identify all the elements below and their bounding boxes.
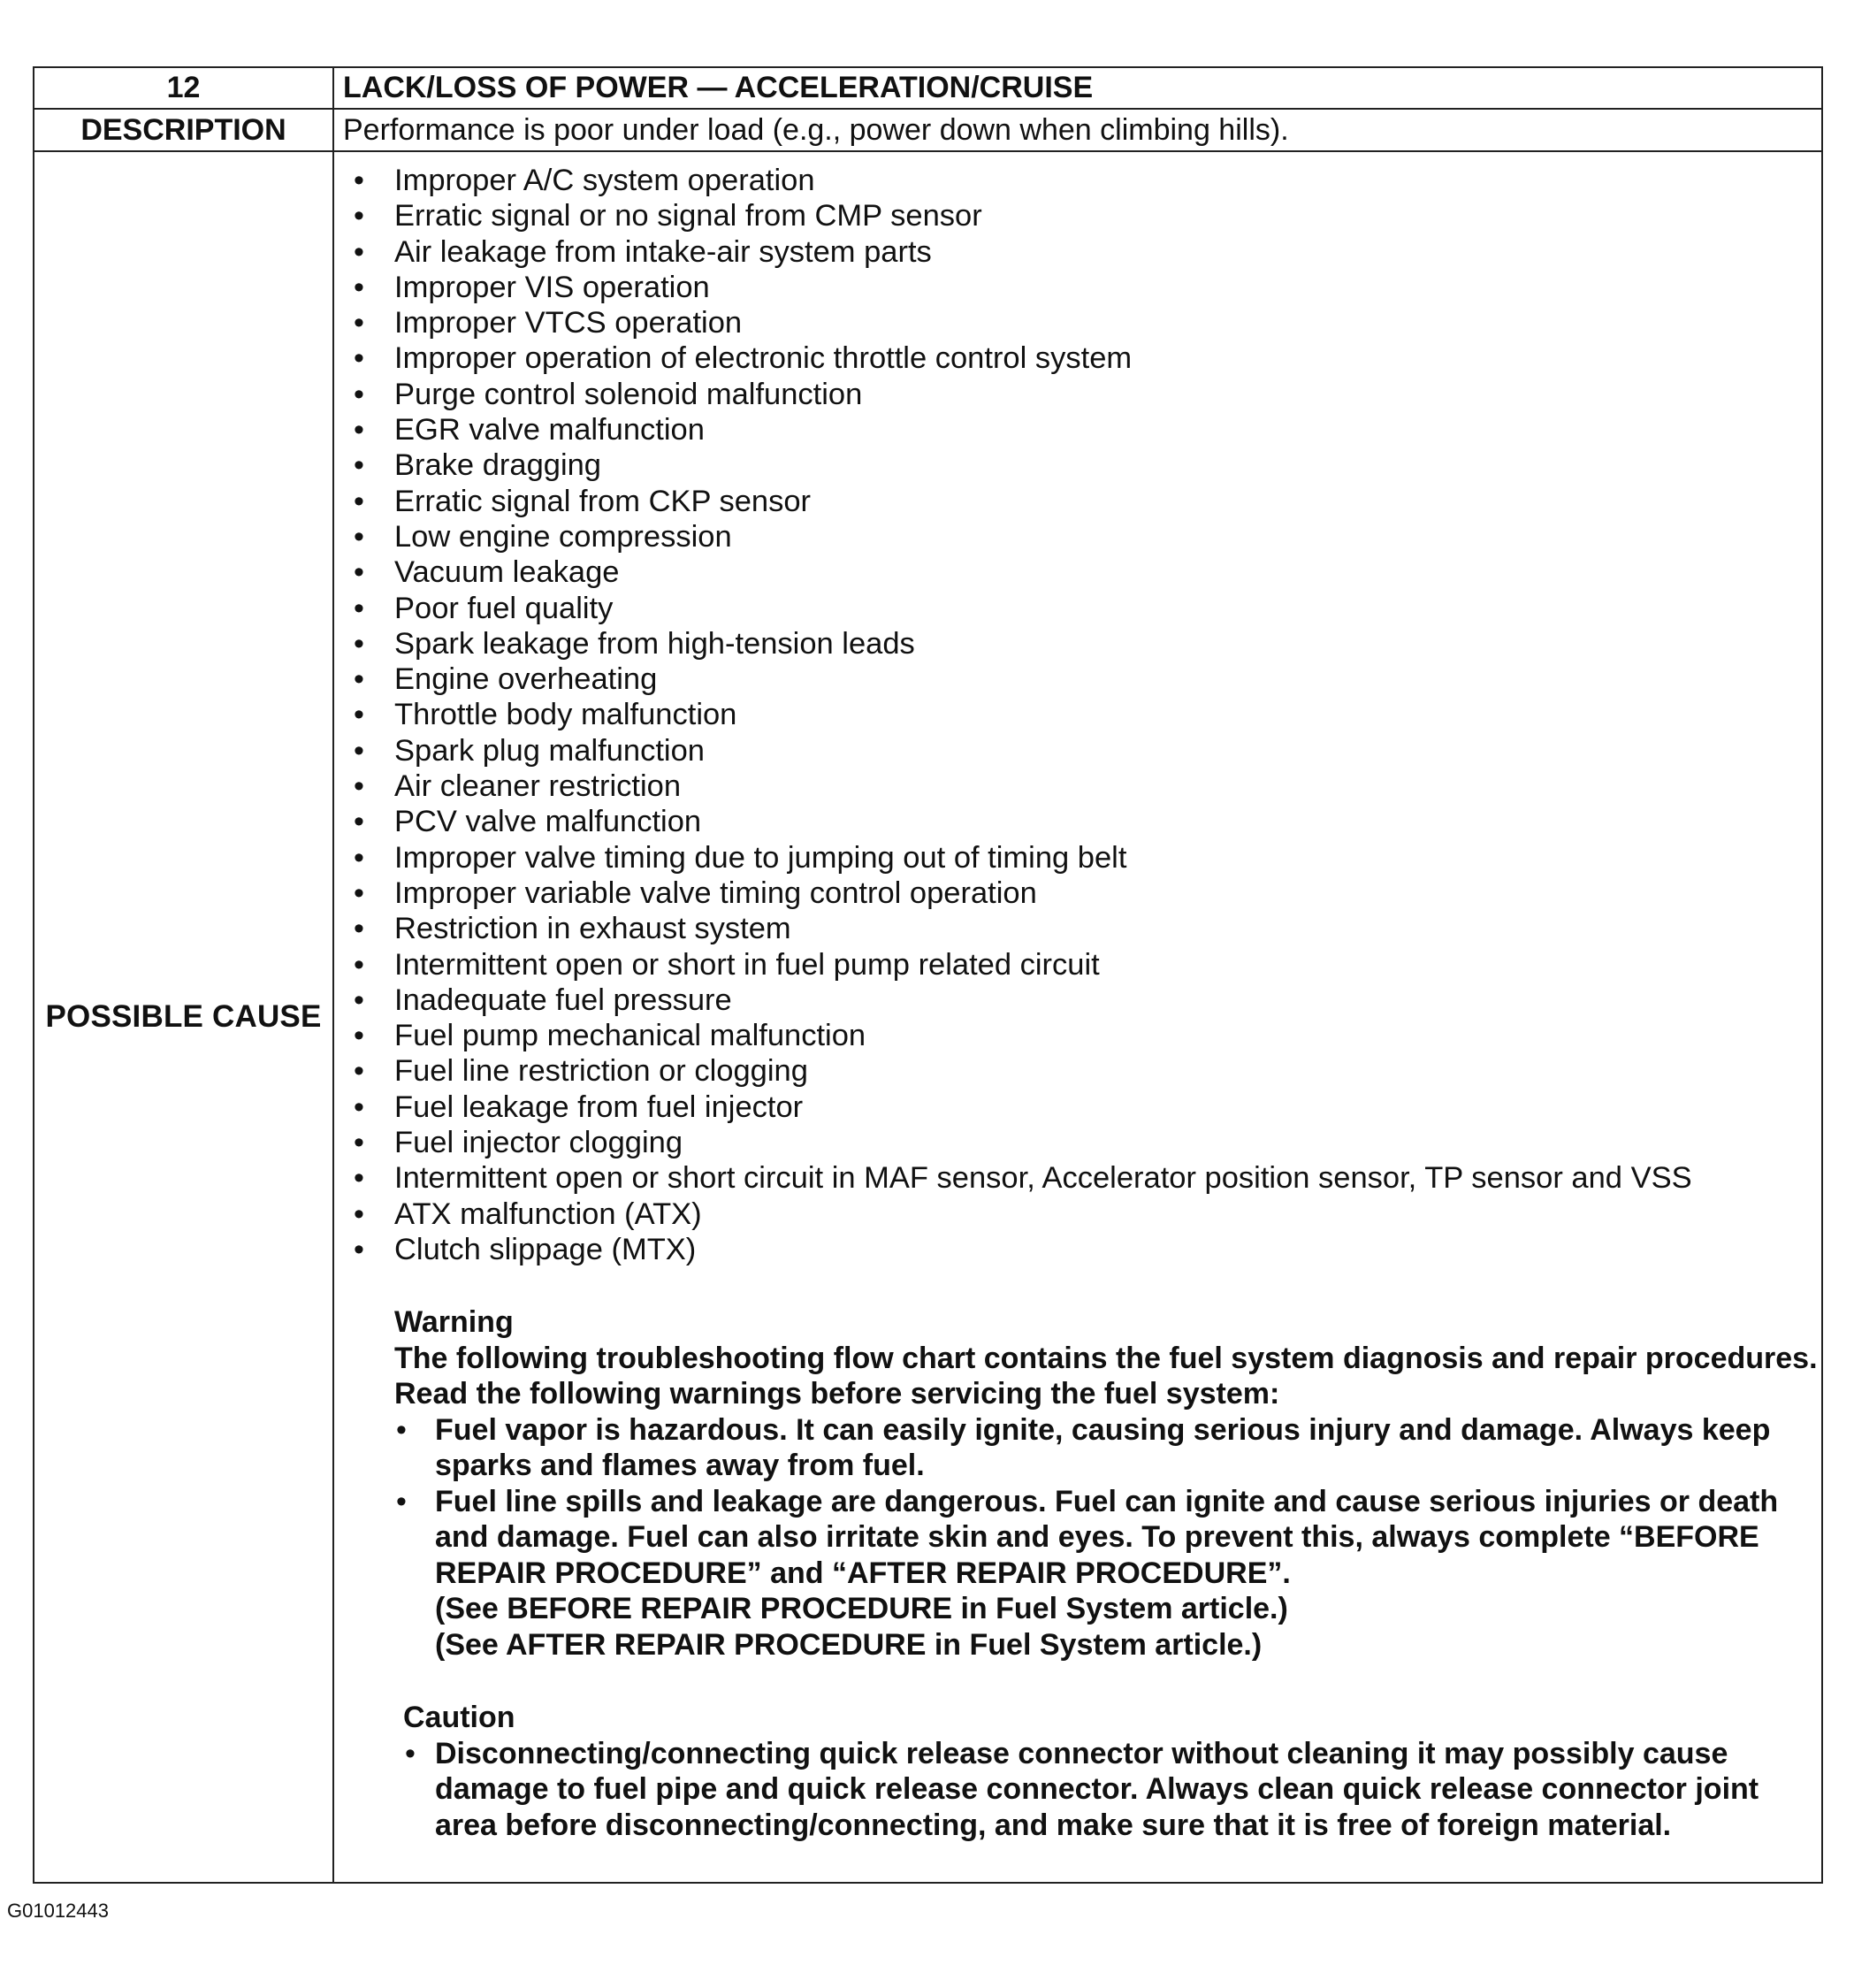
cause-list — [334, 163, 1821, 1267]
figure-id: G01012443 — [7, 1900, 109, 1922]
warning-block — [394, 1304, 1821, 1663]
cause-item: • Improper VIS operation — [350, 270, 1821, 305]
cause-item: • Fuel pump mechanical malfunction — [350, 1018, 1821, 1053]
cause-item: • Spark plug malfunction — [350, 733, 1821, 768]
warning-title: Warning — [394, 1305, 514, 1340]
description-text: Performance is poor under load (e.g., power down when climbing hills). — [333, 109, 1822, 151]
warning-intro: The following troubleshooting flow chart contains the fuel system diagnosis and repair procedures. Read the following warnings before servicing the fuel system: — [394, 1341, 1818, 1411]
cause-item: • Erratic signal from CKP sensor — [350, 484, 1821, 519]
see-after-note: (See AFTER REPAIR PROCEDURE in Fuel System article.) — [435, 1627, 1263, 1662]
description-label: DESCRIPTION — [34, 109, 333, 151]
cause-item: • Improper valve timing due to jumping out of timing belt — [350, 840, 1821, 875]
cause-item: • Vacuum leakage — [350, 554, 1821, 590]
cause-item: • Fuel line restriction or clogging — [350, 1053, 1821, 1089]
cause-item: • Erratic signal or no signal from CMP sensor — [350, 198, 1821, 233]
cause-item: • Poor fuel quality — [350, 591, 1821, 626]
cause-item: • Improper variable valve timing control operation — [350, 875, 1821, 911]
cause-item: • Spark leakage from high-tension leads — [350, 626, 1821, 661]
cause-item: • Air cleaner restriction — [350, 768, 1821, 804]
procedure-number: 12 — [34, 67, 333, 109]
cause-item: • Air leakage from intake-air system parts — [350, 234, 1821, 270]
warning-list — [394, 1412, 1821, 1592]
warning-item: • Fuel vapor is hazardous. It can easily ignite, causing serious injury and damage. Always keep sparks and flames away from fuel. — [394, 1412, 1821, 1484]
possible-cause-row — [34, 151, 1822, 1883]
possible-cause-label: POSSIBLE CAUSE — [34, 151, 333, 1883]
warning-item: • Fuel line spills and leakage are dangerous. Fuel can ignite and cause serious injuries or death and damage. Fuel can also irritate skin and eyes. To prevent this, always complete “BEFORE REPAIR PROCEDURE” and “AFTER REPAIR PROCEDURE”. — [394, 1484, 1821, 1592]
cause-item: • PCV valve malfunction — [350, 804, 1821, 839]
cause-item: • Engine overheating — [350, 661, 1821, 697]
cause-item: • Throttle body malfunction — [350, 697, 1821, 732]
see-before-note: (See BEFORE REPAIR PROCEDURE in Fuel System article.) — [435, 1592, 1288, 1626]
possible-cause-content — [333, 151, 1822, 1883]
cause-item: • Intermittent open or short circuit in MAF sensor, Accelerator position sensor, TP sensor and VSS — [350, 1160, 1821, 1196]
cause-item: • Low engine compression — [350, 519, 1821, 554]
cause-item: • Improper A/C system operation — [350, 163, 1821, 198]
cause-item: • EGR valve malfunction — [350, 412, 1821, 447]
caution-list — [403, 1736, 1821, 1844]
cause-item: • Clutch slippage (MTX) — [350, 1232, 1821, 1267]
cause-item: • Improper operation of electronic throttle control system — [350, 340, 1821, 376]
header-row — [34, 67, 1822, 109]
cause-item: • Inadequate fuel pressure — [350, 983, 1821, 1018]
procedure-title: LACK/LOSS OF POWER — ACCELERATION/CRUISE — [333, 67, 1822, 109]
cause-item: • Restriction in exhaust system — [350, 911, 1821, 946]
cause-item: • Brake dragging — [350, 447, 1821, 483]
cause-item: • Fuel leakage from fuel injector — [350, 1090, 1821, 1125]
cause-item: • Fuel injector clogging — [350, 1125, 1821, 1160]
cause-item: • Improper VTCS operation — [350, 305, 1821, 340]
caution-block — [403, 1700, 1821, 1843]
caution-item: • Disconnecting/connecting quick release connector without cleaning it may possibly cause damage to fuel pipe and quick release connector. Always clean quick release connector joint area before disconnecting/connecting, and make sure that it is free of foreign material. — [403, 1736, 1821, 1844]
description-row — [34, 109, 1822, 151]
cause-item: • Purge control solenoid malfunction — [350, 377, 1821, 412]
cause-item: • ATX malfunction (ATX) — [350, 1197, 1821, 1232]
diagnostic-table — [33, 66, 1823, 1884]
cause-item: • Intermittent open or short in fuel pump related circuit — [350, 947, 1821, 983]
caution-title: Caution — [403, 1701, 515, 1735]
